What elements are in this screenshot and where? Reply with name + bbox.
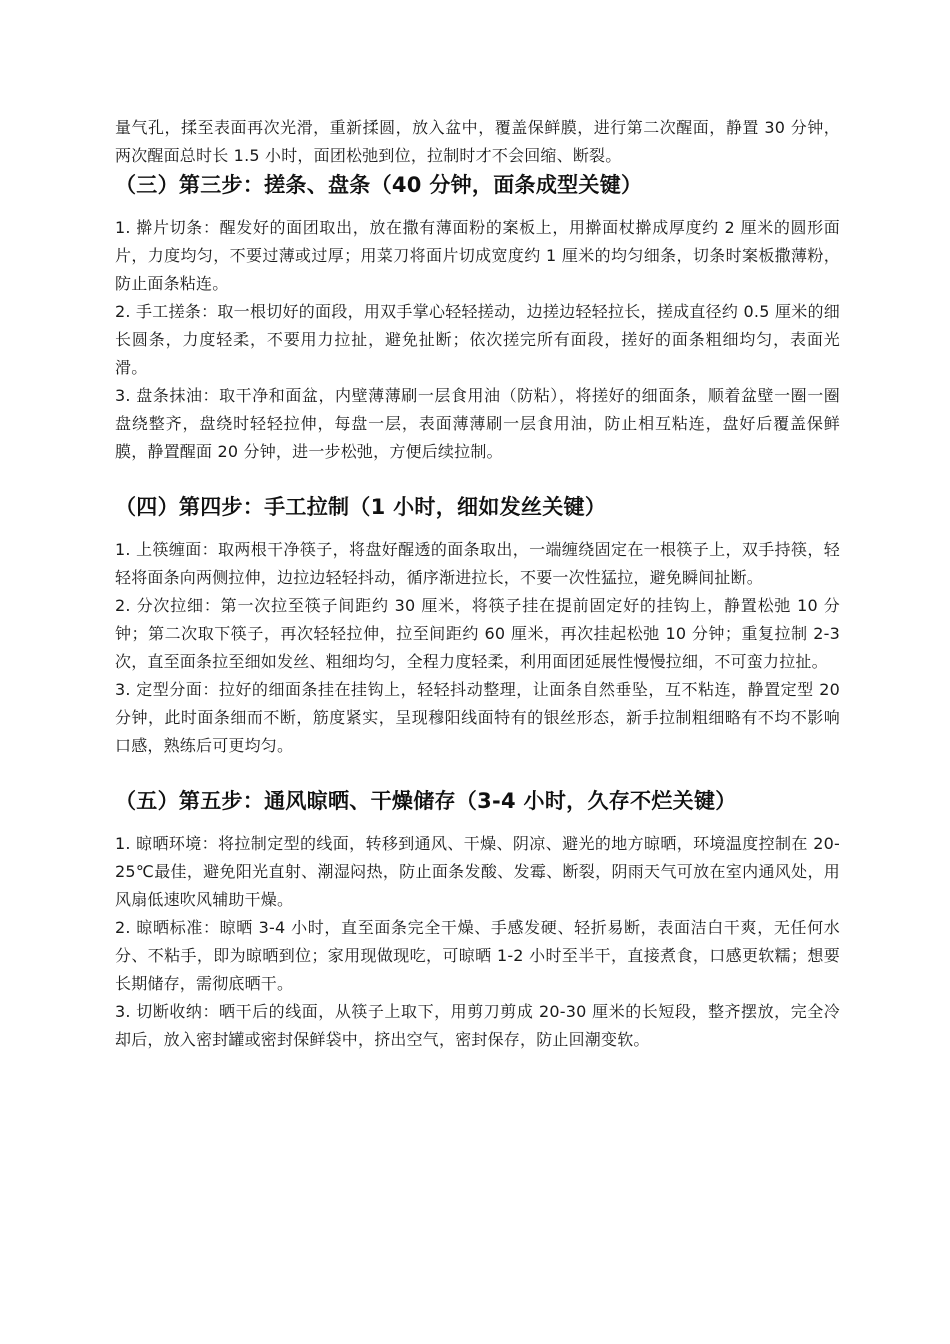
section-step-5 xyxy=(115,786,840,1054)
step-item: 1. 擀片切条：醒发好的面团取出，放在撒有薄面粉的案板上，用擀面杖擀成厚度约 2 厘米的圆形面片，力度均匀，不要过薄或过厚；用菜刀将面片切成宽度约 1 厘米的均匀细条，切条时案板撒薄粉，防止面条粘连。 xyxy=(115,218,840,293)
document-page xyxy=(115,114,840,1054)
step-item: 3. 盘条抹油：取干净和面盆，内壁薄薄刷一层食用油（防粘），将搓好的细面条，顺着盆壁一圈一圈盘绕整齐，盘绕时轻轻拉伸，每盘一层，表面薄薄刷一层食用油，防止相互粘连，盘好后覆盖保鲜膜，静置醒面 20 分钟，进一步松弛，方便后续拉制。 xyxy=(115,386,840,461)
step-item: 2. 晾晒标准：晾晒 3-4 小时，直至面条完全干燥、手感发硬、轻折易断，表面洁白干爽，无任何水分、不粘手，即为晾晒到位；家用现做现吃，可晾晒 1-2 小时至半干，直接煮食，口感更软糯；想要长期储存，需彻底晒干。 xyxy=(115,918,840,993)
section-step-4 xyxy=(115,492,840,760)
step-item: 2. 分次拉细：第一次拉至筷子间距约 30 厘米，将筷子挂在提前固定好的挂钩上，静置松弛 10 分钟；第二次取下筷子，再次轻轻拉伸，拉至间距约 60 厘米，再次挂起松弛 10 分钟；重复拉制 2-3 次，直至面条拉至细如发丝、粗细均匀，全程力度轻柔，利用面团延展性慢慢拉细，不可蛮力拉扯。 xyxy=(115,596,840,671)
step-item: 2. 手工搓条：取一根切好的面段，用双手掌心轻轻搓动，边搓边轻轻拉长，搓成直径约 0.5 厘米的细长圆条，力度轻柔，不要用力拉扯，避免扯断；依次搓完所有面段，搓好的面条粗细均匀，表面光滑。 xyxy=(115,302,840,377)
step-item: 3. 定型分面：拉好的细面条挂在挂钩上，轻轻抖动整理，让面条自然垂坠，互不粘连，静置定型 20 分钟，此时面条细而不断，筋度紧实，呈现穆阳线面特有的银丝形态，新手拉制粗细略有不均不影响口感，熟练后可更均匀。 xyxy=(115,680,840,755)
step-item: 1. 上筷缠面：取两根干净筷子，将盘好醒透的面条取出，一端缠绕固定在一根筷子上，双手持筷，轻轻将面条向两侧拉伸，边拉边轻轻抖动，循序渐进拉长，不要一次性猛拉，避免瞬间扯断。 xyxy=(115,540,840,587)
step-item: 1. 晾晒环境：将拉制定型的线面，转移到通风、干燥、阴凉、避光的地方晾晒，环境温度控制在 20-25℃最佳，避免阳光直射、潮湿闷热，防止面条发酸、发霉、断裂，阴雨天气可放在室内通风处，用风扇低速吹风辅助干燥。 xyxy=(115,834,840,909)
intro-paragraph: 量气孔，揉至表面再次光滑，重新揉圆，放入盆中，覆盖保鲜膜，进行第二次醒面，静置 30 分钟，两次醒面总时长 1.5 小时，面团松弛到位，拉制时才不会回缩、断裂。 xyxy=(115,118,840,165)
section-heading: （三）第三步：搓条、盘条（40 分钟，面条成型关键） xyxy=(115,173,643,197)
section-step-3 xyxy=(115,170,840,466)
step-item: 3. 切断收纳：晒干后的线面，从筷子上取下，用剪刀剪成 20-30 厘米的长短段，整齐摆放，完全冷却后，放入密封罐或密封保鲜袋中，挤出空气，密封保存，防止回潮变软。 xyxy=(115,1002,840,1049)
section-heading: （四）第四步：手工拉制（1 小时，细如发丝关键） xyxy=(115,495,607,519)
section-heading: （五）第五步：通风晾晒、干燥储存（3-4 小时，久存不烂关键） xyxy=(115,789,737,813)
